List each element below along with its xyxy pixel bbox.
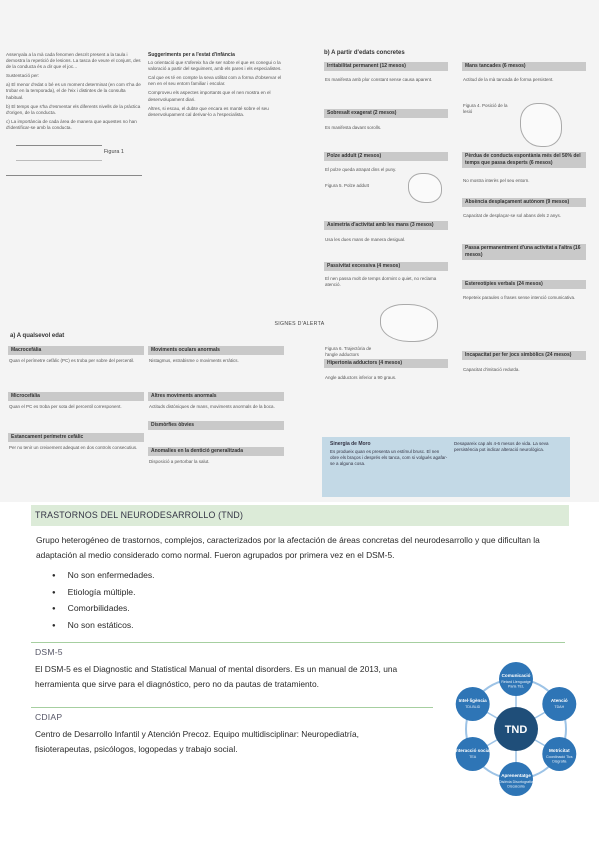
- cell-text: Quan el perímetre cefàlic (PC) es troba per sobre del percentil.: [9, 358, 135, 363]
- paragraph: Lo orientació que s'ofereix ha de ser sobre el que es conegui o la valoració a partir del seguiment, amb els pares i els especialistes.: [148, 60, 282, 72]
- cell-title: Anomalies en la dentició generalitzada: [148, 447, 284, 456]
- cell-title: Moviments oculars anormals: [148, 346, 284, 355]
- cell-title: Microcefàlia: [8, 392, 144, 401]
- cell-text: Es manifesta davant sorolls.: [325, 125, 382, 130]
- diagram-node-subtitle: Parla TEL: [508, 684, 524, 689]
- paragraph: a) El menor d'edat o bé es un moment determinat (en com s'ha de trobar en la temporada), el de l'eix i distintes de la consulta habitual.: [6, 82, 141, 100]
- list-item: ● No son estáticos.: [52, 618, 155, 635]
- cell-title: Altres moviments anormals: [148, 392, 284, 401]
- paragraph: Comproveu els aspectes importants que el nen mostra en el desenvolupament diari.: [148, 90, 271, 102]
- cell-text: Angle adductors inferior a 90 graus.: [325, 375, 397, 380]
- paragraph: Cal que es té en compte la seva utilitat com a forma d'observar el nen en el seu entorn familiar i escolar.: [148, 75, 282, 87]
- paragraph: b) El temps que s'ha d'esmentar els diferents nivells de la pràctica d'origen, de la conducta.: [6, 103, 141, 115]
- divider: [31, 707, 433, 708]
- diagram-node-subtitle: TEA: [469, 755, 477, 759]
- cell-text: Per no tenir un creixement adequat en dos controls consecutius.: [9, 445, 138, 450]
- diagram-node: [499, 662, 533, 696]
- top-mid-column: [148, 52, 284, 121]
- diagram-node-subtitle: Coordinació Tics: [546, 755, 573, 759]
- cell-title: Incapacitat per fer jocs simbòlics (24 mesos): [462, 351, 586, 360]
- cell-text: Nistagmus, estrabisme o moviments erràtics.: [149, 358, 239, 363]
- box-text: Es produeix quan es presenta un estímul brusc. El nen obre els braços i després els tanca, com si volgués agafar-se a alguna cosa.: [330, 449, 448, 466]
- box-text: Desapareix cap als 4-6 mesos de vida. La seva persistència pot indicar alteració neurològica.: [454, 441, 549, 452]
- diagram-node-title: Comunicació: [501, 673, 531, 678]
- cell-title: Polze adduït (2 mesos): [324, 152, 448, 161]
- cell-text: No mostra interès pel seu entorn.: [463, 178, 530, 183]
- paragraph: c) La importància de cada àrea de manera que aquestes no han d'identificar-se amb la conducta.: [6, 118, 137, 130]
- cell-title: Passa permanentment d'una activitat a l'altra (16 mesos): [462, 244, 586, 260]
- diagram-node-title: Aprenentatge: [501, 773, 531, 778]
- diagram-node-subtitle: Dislèxia Disortografia: [499, 780, 533, 784]
- diagram-node-title: Interacció social: [454, 748, 491, 753]
- diagram-node-title: Motricitat: [548, 748, 570, 753]
- cell-title: Irritabilitat permanent (12 mesos): [324, 62, 448, 71]
- cell-title: Hipertonia adductors (4 mesos): [324, 359, 448, 368]
- cell-title: Estereotípies verbals (24 mesos): [462, 280, 586, 289]
- cell-text: Capacitat de desplaçar-se sol abans dels 2 anys.: [463, 213, 562, 218]
- dsm-title: DSM-5: [35, 647, 63, 657]
- section-b-heading: b) A partir d'edats concretes: [324, 50, 405, 56]
- cell-title: Absència desplaçament autònom (9 mesos): [462, 198, 586, 207]
- cell-text: Repeteix paraules o frases sense intenció comunicativa.: [463, 295, 576, 300]
- cell-text: El polze queda atrapat dins el puny.: [325, 167, 397, 172]
- figure-label: Figura 4. Posició de la lesió: [463, 103, 508, 114]
- cell-text: Actituds distòniques de mans, moviments anormals de la boca.: [149, 404, 275, 409]
- figure-label: Figura 6. Trajectòria de l'angle adductors: [325, 346, 372, 357]
- cell-title: Passivitat excessiva (4 mesos): [324, 262, 448, 271]
- hand-drawing: [408, 173, 442, 203]
- figure-caption: Figura 1: [103, 149, 124, 156]
- box-title: Sinergia de Moro: [330, 441, 371, 447]
- cdiap-text: Centro de Desarrollo Infantil y Atención Precoz. Equipo multidisciplinar: Neuropediatría, fisioterapeutas, psicólogos, logopedas y trabajo social.: [35, 729, 359, 754]
- section-heading: Suggeriments per a l'estat d'infància: [148, 52, 235, 58]
- tnd-title: TRASTORNOS DEL NEURODESARROLLO (TND): [35, 510, 244, 520]
- list-item: ● Comorbilidades.: [52, 601, 155, 618]
- cell-title: Macrocefàlia: [8, 346, 144, 355]
- diagram-node-title: Atenció: [550, 698, 568, 703]
- cell-text: Usa les dues mans de manera desigual.: [325, 237, 406, 242]
- top-left-column: [6, 52, 142, 180]
- diagram-node-subtitle: Retard Llenguatge: [501, 680, 531, 684]
- diagram-node: [456, 737, 490, 771]
- section-a-heading: a) A qualsevol edat: [10, 333, 65, 339]
- cell-text: Actitud de la mà tancada de forma persistent.: [463, 77, 554, 82]
- paragraph: Altres, si escau, el dubte que encara es manté sobre el seu desenvolupament cal derivar-lo a l'especialista.: [148, 105, 269, 117]
- diagram-node: [542, 737, 576, 771]
- cell-text: Es manifesta amb plor constant sense causa aparent.: [325, 77, 433, 82]
- tnd-description: Grupo heterogéneo de trastornos, complejos, caracterizados por la afectación de áreas concretas del neurodesarrollo y que dificultan la adaptación al medio considerado como normal. Fueron agrupados por primera vez en el DSM-5.: [36, 535, 540, 560]
- cdiap-title: CDIAP: [35, 712, 63, 722]
- cell-title: Dismòrfies òbvies: [148, 421, 284, 430]
- cell-text: El nen passa molt de temps dormint o quiet, no reclama atenció.: [325, 276, 437, 287]
- diagram-node-subtitle: Discalcúlia: [507, 784, 525, 789]
- diagram-node-subtitle: TDAH: [554, 705, 565, 709]
- tnd-center-label: TND: [504, 724, 528, 736]
- diagram-node-subtitle: Disgrafia: [552, 759, 567, 764]
- diagram-node-subtitle: TDI-BLID: [465, 705, 481, 709]
- diagram-node: [499, 762, 533, 796]
- cell-title: Sobresalt exagerat (2 mesos): [324, 109, 448, 118]
- paragraph: Sustentació per:: [6, 73, 40, 79]
- diagram-node: [456, 687, 490, 721]
- legs-drawing: [380, 304, 438, 342]
- dsm-text: El DSM-5 es el Diagnostic and Statistical Manual of mental disorders. Es un manual de 2013, una herramienta que sirve para el diagnóstico, pero no da pautas de tratamiento.: [35, 664, 398, 689]
- cell-title: Asimetria d'activitat amb les mans (3 mesos): [324, 221, 448, 230]
- list-item: ● Etiología múltiple.: [52, 585, 155, 602]
- list-item: ● No son enfermedades.: [52, 568, 155, 585]
- infant-drawing: [520, 103, 562, 147]
- moro-reflex-box: [322, 437, 570, 497]
- cell-title: Mans tancades (6 mesos): [462, 62, 586, 71]
- figure-label: Figura 5. Polze adduït: [325, 183, 370, 188]
- tnd-diagram: [441, 654, 591, 804]
- figure-1: [6, 135, 142, 176]
- paragraph: Assenyala a la mà cada fenomen descrit present a la taula i demostra la repetició de lesions. La tasca de veure el conjunt, des de la conducta és a dir que el joc...: [6, 52, 141, 70]
- cell-text: Quan el PC es troba per sota del percentil corresponent.: [9, 404, 122, 409]
- diagram-node-title: Intel·ligència: [458, 698, 487, 703]
- cell-text: Disposició a pertorbar la salut.: [149, 459, 210, 464]
- cell-text: Capacitat d'imitació reduïda.: [463, 367, 520, 372]
- divider: [31, 642, 565, 643]
- tnd-bullet-list: [52, 568, 155, 634]
- diagram-node: [542, 687, 576, 721]
- cell-title: Estancament perímetre cefàlic: [8, 433, 144, 442]
- signs-title: SIGNES D'ALERTA: [274, 321, 325, 327]
- cell-title: Pèrdua de conducta espontània més del 50% del temps que passa desperts (6 mesos): [462, 152, 586, 168]
